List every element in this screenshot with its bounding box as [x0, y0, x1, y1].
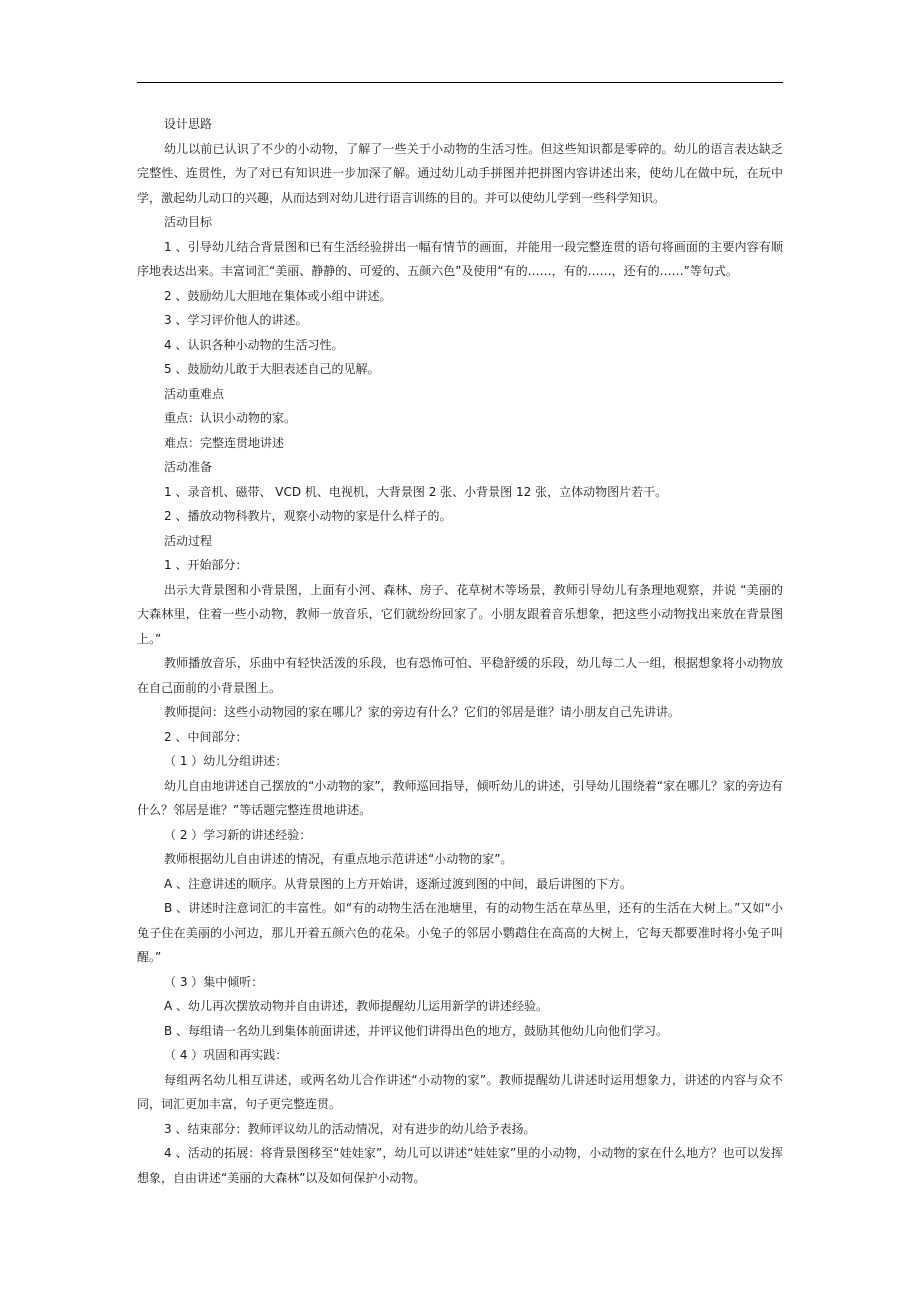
header-rule: [137, 82, 783, 83]
paragraph: 教师提问：这些小动物园的家在哪儿？家的旁边有什么？它们的邻居是谁？请小朋友自己先讲讲。: [164, 705, 681, 719]
list-item: 2 、播放动物科教片，观察小动物的家是什么样子的。: [164, 509, 452, 523]
list-item: A 、幼儿再次摆放动物并自由讲述，教师提醒幼儿运用新学的讲述经验。: [164, 999, 549, 1013]
section-heading-key-points: 活动重难点: [164, 386, 225, 401]
paragraph: 教师播放音乐，乐曲中有轻快活泼的乐段，也有恐怖可怕、平稳舒缓的乐段，幼儿每二人一组，根据想象将小动物放在自己面前的小背景图上。: [137, 656, 783, 695]
list-item: 1 、引导幼儿结合背景图和已有生活经验拼出一幅有情节的画面，并能用一段完整连贯的语句将画面的主要内容有顺序地表达出来。丰富词汇“美丽、静静的、可爱的、五颜六色”及使用“有的……，有的……，还有的……”等句式。: [137, 239, 783, 278]
list-item: 2 、鼓励幼儿大胆地在集体或小组中讲述。: [164, 288, 392, 303]
list-item: A 、注意讲述的顺序。从背景图的上方开始讲，逐渐过渡到图的中间，最后讲图的下方。: [164, 876, 633, 891]
sub-heading: （ 4 ）巩固和再实践：: [164, 1048, 288, 1062]
list-item: 4 、认识各种小动物的生活习性。: [164, 337, 344, 352]
list-item: B 、讲述时注意词汇的丰富性。如“有的动物生活在池塘里，有的动物生活在草丛里，还有的生活在大树上。”又如“小兔子住在美丽的小河边，那儿开着五颜六色的花朵。小兔子的邻居小鹦鹉住在高高的大树上，它每天都要准时将小兔子叫醒。”: [137, 901, 783, 964]
section-heading-design: 设计思路: [164, 117, 213, 131]
paragraph: 幼儿以前已认识了不少的小动物，了解了一些关于小动物的生活习性。但这些知识都是零碎的。幼儿的语言表达缺乏完整性、连贯性，为了对已有知识进一步加深了解。通过幼儿动手拼图并把拼图内容讲述出来，使幼儿在做中玩，在玩中学，激起幼儿动口的兴趣，从而达到对幼儿进行语言训练的目的。并可以使幼儿学到一些科学知识。: [137, 141, 783, 205]
list-item: 4 、活动的拓展：将背景图移至“娃娃家”，幼儿可以讲述“娃娃家”里的小动物，小动物的家在什么地方？也可以发挥想象，自由讲述“美丽的大森林”以及如何保护小动物。: [137, 1146, 783, 1185]
sub-heading: （ 2 ）学习新的讲述经验：: [164, 827, 312, 842]
sub-heading: （ 1 ）幼儿分组讲述：: [164, 754, 288, 768]
list-item: 2 、中间部分：: [164, 729, 248, 744]
list-item: 3 、学习评价他人的讲述。: [164, 313, 308, 327]
paragraph: 教师根据幼儿自由讲述的情况，有重点地示范讲述“小动物的家”。: [164, 852, 513, 866]
list-item: 1 、开始部分：: [164, 558, 248, 572]
paragraph: 难点：完整连贯地讲述: [164, 435, 285, 450]
paragraph: 幼儿自由地讲述自己摆放的“小动物的家”，教师巡回指导，倾听幼儿的讲述，引导幼儿围绕着“家在哪儿？家的旁边有什么？邻居是谁？”等话题完整连贯地讲述。: [137, 778, 783, 817]
section-heading-process: 活动过程: [164, 533, 213, 548]
section-heading-preparation: 活动准备: [164, 460, 213, 474]
section-heading-goals: 活动目标: [164, 215, 213, 229]
list-item: 5 、鼓励幼儿敢于大胆表述自己的见解。: [164, 362, 380, 376]
list-item: B 、每组请一名幼儿到集体前面讲述，并评议他们讲得出色的地方，鼓励其他幼儿向他们学习。: [164, 1023, 669, 1038]
paragraph: 重点：认识小动物的家。: [164, 411, 297, 425]
document-body: [137, 112, 783, 1190]
list-item: 1 、录音机、磁带、 VCD 机、电视机，大背景图 2 张、小背景图 12 张，立体动物图片若干。: [164, 484, 668, 499]
paragraph: 出示大背景图和小背景图，上面有小河、森林、房子、花草树木等场景，教师引导幼儿有条理地观察，并说 “美丽的大森林里，住着一些小动物，教师一放音乐，它们就纷纷回家了。小朋友跟着音乐想象，把这些小动物找出来放在背景图上。”: [137, 582, 783, 646]
sub-heading: （ 3 ）集中倾听：: [164, 974, 264, 989]
paragraph: 每组两名幼儿相互讲述，或两名幼儿合作讲述“小动物的家”。教师提醒幼儿讲述时运用想象力，讲述的内容与众不同，词汇更加丰富，句子更完整连贯。: [137, 1072, 783, 1111]
list-item: 3 、结束部分：教师评议幼儿的活动情况，对有进步的幼儿给予表扬。: [164, 1121, 536, 1136]
